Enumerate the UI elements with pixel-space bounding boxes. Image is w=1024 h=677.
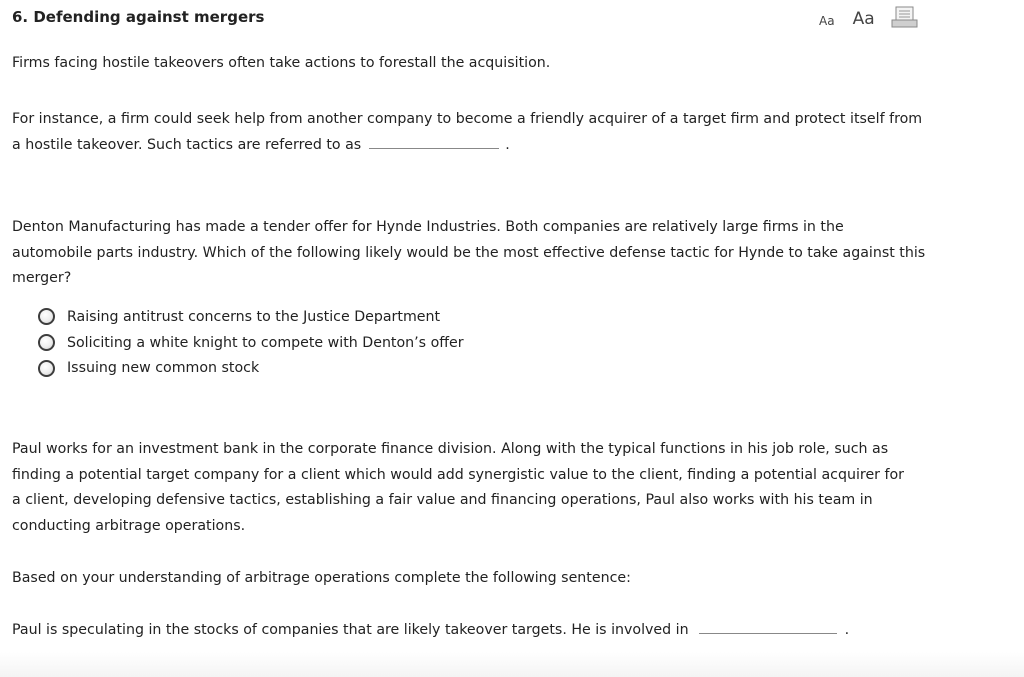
arbitrage-answer-dropdown[interactable] xyxy=(699,623,837,634)
toolbar xyxy=(819,6,918,32)
print-icon[interactable] xyxy=(891,6,918,32)
radio-button[interactable] xyxy=(38,334,55,351)
option-label: Soliciting a white knight to compete with Denton’s offer xyxy=(67,334,464,351)
question-2-text: Denton Manufacturing has made a tender offer for Hynde Industries. Both companies are relatively large firms in the automobile parts industry. Which of the following likely would be the most effective defense tactic for Hynde to take against this merger? xyxy=(12,219,926,286)
radio-button[interactable] xyxy=(38,360,55,377)
question-1 xyxy=(12,107,927,158)
question-3-sentence xyxy=(12,618,927,644)
question-3-instruction: Based on your understanding of arbitrage operations complete the following sentence: xyxy=(12,570,631,586)
option-label: Issuing new common stock xyxy=(67,360,260,377)
intro-text: Firms facing hostile takeovers often take actions to forestall the acquisition. xyxy=(12,55,551,71)
option-new-stock[interactable] xyxy=(38,355,464,381)
question-1-period: . xyxy=(505,136,510,153)
font-size-large-button[interactable]: Aa xyxy=(852,9,875,29)
question-3-context: Paul works for an investment bank in the corporate finance division. Along with the typical functions in his job role, such as finding a potential target company for a client which would add synergistic value to the client, finding a potential acquirer for a client, developing defensive tactics, establishing a fair value and financing operations, Paul also works with his team in conducting arbitrage operations. xyxy=(12,441,905,534)
page-title: 6. Defending against mergers xyxy=(12,8,265,26)
tactic-answer-dropdown[interactable] xyxy=(369,138,499,149)
question-3-period: . xyxy=(844,622,850,638)
bottom-shade xyxy=(0,652,1024,677)
radio-button[interactable] xyxy=(38,308,55,325)
option-antitrust[interactable] xyxy=(38,304,464,330)
option-white-knight[interactable] xyxy=(38,330,464,356)
question-3-text: Paul is speculating in the stocks of companies that are likely takeover targets. He is involved in xyxy=(12,622,689,638)
question-1-text: For instance, a firm could seek help from another company to become a friendly acquirer of a target firm and protect itself from a hostile takeover. Such tactics are referred to as xyxy=(12,111,923,153)
font-size-small-button[interactable]: Aa xyxy=(819,14,835,28)
defense-options xyxy=(38,304,464,381)
option-label: Raising antitrust concerns to the Justice Department xyxy=(67,308,441,325)
